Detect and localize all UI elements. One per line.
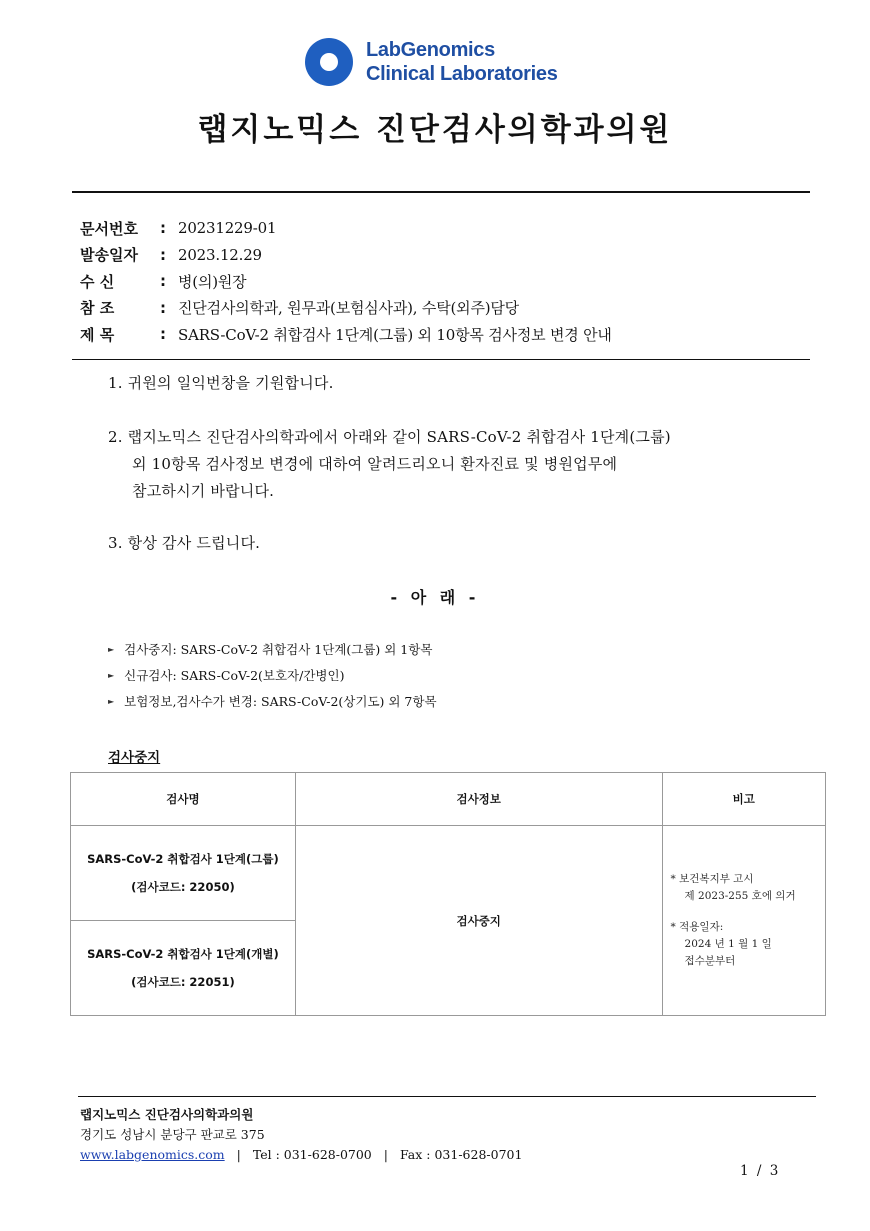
paragraph-2-line-1: 2. 랩지노믹스 진단검사의학과에서 아래와 같이 SARS-CoV-2 취합검사 1단계(그룹) [108,428,671,446]
remark-line: 제 2023-255 호에 의거 [684,890,796,902]
summary-list [108,636,437,714]
meta-value: SARS-CoV-2 취합검사 1단계(그룹) 외 10항목 검사정보 변경 안내 [178,325,612,344]
meta-row-send-date [80,242,612,269]
test-name: SARS-CoV-2 취합검사 1단계(그룹) [87,852,279,866]
remark-notice [671,871,824,905]
list-item-text: 보험정보,검사수가 변경: SARS-CoV-2(상기도) 외 7항목 [124,694,437,709]
test-code: (검사코드: 22051) [131,975,235,989]
footer-address: 경기도 성남시 분당구 판교로 375 [80,1127,265,1142]
meta-row-reference [80,295,612,322]
bullet-arrow-icon: ► [108,696,115,706]
meta-label: 수 신 [80,272,115,291]
logo-line-2: Clinical Laboratories [366,63,558,85]
remark-line: 접수분부터 [684,955,736,967]
separator: | [383,1147,388,1162]
meta-value: 진단검사의학과, 원무과(보험심사과), 수탁(외주)담당 [178,299,519,318]
table-row [71,826,826,921]
meta-value: 병(의)원장 [178,272,247,291]
meta-value: 20231229-01 [178,219,277,238]
meta-label: 제 목 [80,325,115,344]
test-info-cell: 검사중지 [295,826,662,1016]
meta-row-doc-number [80,215,612,242]
header-divider [72,191,810,193]
meta-label: 참 조 [80,299,115,318]
suspended-tests-table [70,772,826,1016]
page-number: 1 / 3 [740,1163,781,1179]
remark-line: * 보건복지부 고시 [670,873,754,885]
paragraph-2 [108,424,671,505]
list-item [108,662,437,688]
paragraph-1: 1. 귀원의 일익번창을 기원합니다. [108,374,334,392]
separator: | [236,1147,241,1162]
paragraph-2-line-2: 외 10항목 검사정보 변경에 대하여 알려드리오니 환자진료 및 병원업무에 [132,455,618,473]
section-title: 검사중지 [108,750,161,766]
notice-heading: - 아 래 - [390,588,480,607]
meta-colon: : [160,219,166,238]
paragraph-2-line-3: 참고하시기 바랍니다. [132,482,275,500]
meta-colon: : [160,298,166,317]
footer-tel: Tel : 031-628-0700 [252,1147,372,1162]
list-item [108,688,437,714]
paragraph-3: 3. 항상 감사 드립니다. [108,534,261,552]
remarks-cell [662,826,825,1016]
meta-colon: : [160,245,166,264]
footer-fax: Fax : 031-628-0701 [399,1147,523,1162]
meta-row-recipient [80,268,612,295]
remark-line: * 적용일자: [670,921,724,933]
test-name: SARS-CoV-2 취합검사 1단계(개별) [87,947,279,961]
company-logo [304,36,558,88]
footer-contact [80,1145,522,1165]
bullet-arrow-icon: ► [108,670,115,680]
footer [80,1105,522,1165]
meta-colon: : [160,325,166,344]
test-name-cell [71,921,296,1016]
list-item-text: 검사중지: SARS-CoV-2 취합검사 1단계(그룹) 외 1항목 [124,642,433,657]
document-meta [80,215,612,348]
header-test-name: 검사명 [71,773,296,826]
test-code: (검사코드: 22050) [131,880,235,894]
list-item-text: 신규검사: SARS-CoV-2(보호자/간병인) [124,668,345,683]
labgenomics-logo-icon [304,37,354,87]
footer-org-name: 랩지노믹스 진단검사의학과의원 [80,1107,254,1122]
meta-value: 2023.12.29 [178,245,262,264]
website-link[interactable]: www.labgenomics.com [80,1147,225,1162]
test-name-cell [71,826,296,921]
bullet-arrow-icon: ► [108,644,115,654]
footer-divider [78,1096,816,1097]
document-title: 랩지노믹스 진단검사의학과의원 [197,112,673,148]
logo-line-1: LabGenomics [366,39,495,61]
remark-effective-date [671,919,824,970]
table-header-row [71,773,826,826]
header-remarks: 비고 [662,773,825,826]
header-test-info: 검사정보 [295,773,662,826]
meta-row-subject [80,321,612,348]
meta-divider [72,359,810,360]
remark-line: 2024 년 1 월 1 일 [684,938,772,950]
meta-label: 문서번호 [80,219,138,238]
list-item [108,636,437,662]
meta-label: 발송일자 [80,246,138,265]
logo-wordmark [366,38,558,86]
meta-colon: : [160,272,166,291]
